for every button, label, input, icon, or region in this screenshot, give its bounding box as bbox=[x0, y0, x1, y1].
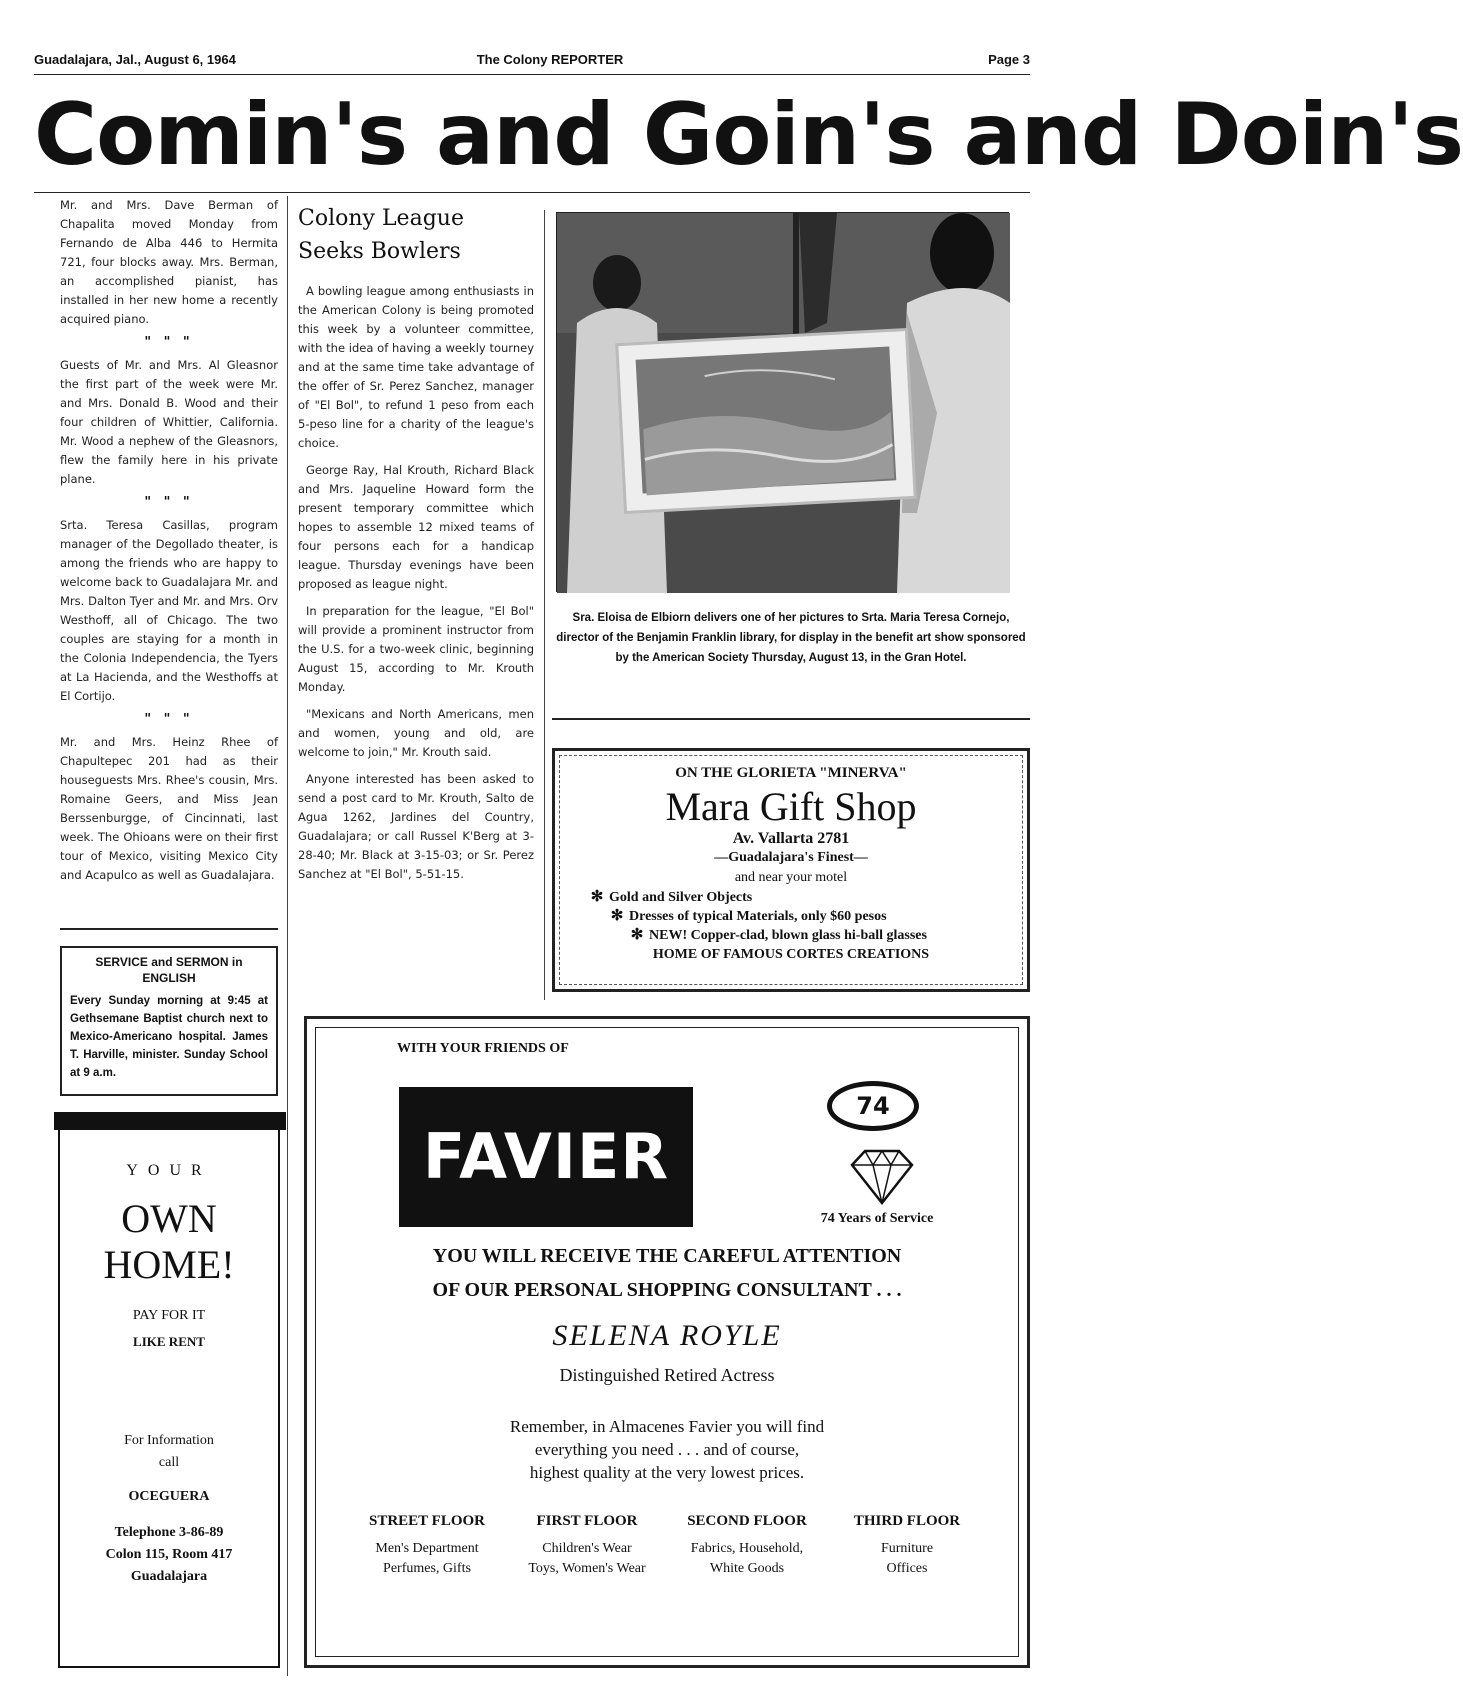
photo-illustration bbox=[557, 213, 1010, 593]
ad-address: Colon 115, Room 417 bbox=[105, 1547, 233, 1562]
favier-remember-line: everything you need . . . and of course, bbox=[534, 1440, 800, 1459]
floor-first bbox=[507, 1511, 667, 1579]
article-title-line2: Seeks Bowlers bbox=[298, 239, 461, 264]
favier-selena-royle: SELENA ROYLE bbox=[552, 1319, 782, 1352]
floor-dept: Toys, Women's Wear bbox=[528, 1561, 646, 1576]
mara-bullet-text: Dresses of typical Materials, only $60 pesos bbox=[629, 909, 887, 924]
floor-dept: Offices bbox=[886, 1561, 928, 1576]
column-rule-middle bbox=[544, 210, 545, 1000]
asterisk-icon: ✻ bbox=[630, 927, 644, 943]
favier-logo bbox=[399, 1087, 693, 1227]
own-home-ad bbox=[58, 1128, 280, 1668]
service-title: SERVICE and SERMON in ENGLISH bbox=[95, 955, 243, 985]
bowling-article bbox=[298, 202, 534, 892]
favier-attention-line: OF OUR PERSONAL SHOPPING CONSULTANT . . . bbox=[432, 1279, 902, 1301]
favier-remember bbox=[327, 1415, 1007, 1484]
ad-telephone: Telephone 3-86-89 bbox=[114, 1525, 224, 1540]
floor-dept: White Goods bbox=[709, 1561, 785, 1576]
floor-dept: Men's Department bbox=[375, 1541, 479, 1556]
service-sermon-notice bbox=[60, 946, 278, 1096]
ad-for-information: For Information bbox=[124, 1433, 214, 1448]
mara-bullet-text: NEW! Copper-clad, blown glass hi-ball glasses bbox=[649, 928, 927, 943]
floor-name: STREET FLOOR bbox=[368, 1513, 485, 1529]
article-title bbox=[298, 202, 534, 268]
ad-pay-for-it: PAY FOR IT bbox=[132, 1308, 206, 1323]
ad-contact-name: OCEGUERA bbox=[128, 1489, 210, 1504]
floor-dept: Perfumes, Gifts bbox=[383, 1561, 471, 1576]
page-headline: Comin's and Goin's and Doin's bbox=[34, 85, 1463, 185]
headline-rule bbox=[34, 192, 1030, 193]
article-paragraph: "Mexicans and North Americans, men and women, young and old, are welcome to join," Mr. Krouth said. bbox=[298, 707, 534, 759]
floor-dept: Children's Wear bbox=[542, 1541, 632, 1556]
mara-bullet bbox=[555, 888, 1027, 907]
favier-74-badge: 74 bbox=[827, 1081, 919, 1131]
mara-address: Av. Vallarta 2781 bbox=[732, 830, 850, 847]
asterisk-icon: ✻ bbox=[590, 889, 604, 905]
floor-dept: Fabrics, Household, bbox=[690, 1541, 804, 1556]
social-notes-column bbox=[60, 196, 278, 891]
favier-ad bbox=[304, 1016, 1030, 1668]
newspaper-name: The Colony REPORTER bbox=[476, 52, 624, 67]
ad-top-band bbox=[54, 1112, 286, 1130]
mara-near-motel: and near your motel bbox=[734, 870, 848, 885]
ad-call: call bbox=[158, 1455, 180, 1470]
page-number: Page 3 bbox=[988, 52, 1030, 67]
separator-ornament: " " " bbox=[144, 712, 194, 727]
news-photo bbox=[556, 212, 1009, 592]
note-berman: Mr. and Mrs. Dave Berman of Chapalita moved Monday from Fernando de Alba 446 to Hermita 721, four blocks away. Mrs. Berman, an accomplished pianist, has installed in her new home a recently acquired piano. bbox=[60, 198, 278, 326]
header-rule bbox=[34, 74, 1030, 75]
separator-ornament: " " " bbox=[144, 335, 194, 350]
floor-third bbox=[827, 1511, 987, 1579]
note-rhee: Mr. and Mrs. Heinz Rhee of Chapultepec 201 had as their houseguests Mrs. Rhee's cousin, Mrs. Romaine Geers, and Miss Jean Berssenburgge, of Cincinnati, last week. The Ohioans were on their first tour of Mexico, visiting Mexico City and Acapulco as well as Guadalajara. bbox=[60, 735, 278, 882]
floor-dept: Furniture bbox=[880, 1541, 934, 1556]
favier-remember-line: Remember, in Almacenes Favier you will find bbox=[509, 1417, 825, 1436]
mara-shop-name: Mara Gift Shop bbox=[665, 784, 917, 829]
article-paragraph: Anyone interested has been asked to send a post card to Mr. Krouth, Salto de Agua 1262, Jardines del Country, Guadalajara; or call Russel K'Berg at 3-28-40; Mr. Black at 3-15-03; or Sr. Perez Sanchez at "El Bol", 5-51-15. bbox=[298, 772, 534, 881]
article-title-line1: Colony League bbox=[298, 206, 464, 231]
ad-own: OWN bbox=[121, 1196, 217, 1241]
favier-distinguished: Distinguished Retired Actress bbox=[559, 1365, 775, 1385]
photo-caption: Sra. Eloisa de Elbiorn delivers one of her pictures to Srta. Maria Teresa Cornejo, director of the Benjamin Franklin library, for display in the benefit art show sponsored by the American Society Thursday, August 13, in the Gran Hotel. bbox=[556, 612, 1026, 664]
column-rule-left bbox=[287, 196, 288, 1676]
floor-name: FIRST FLOOR bbox=[536, 1513, 638, 1529]
favier-remember-line: highest quality at the very lowest prices. bbox=[529, 1463, 805, 1482]
floor-name: SECOND FLOOR bbox=[687, 1513, 807, 1529]
dateline: Guadalajara, Jal., August 6, 1964 bbox=[34, 52, 236, 67]
article-paragraph: George Ray, Hal Krouth, Richard Black and Mrs. Jaqueline Howard form the present temporary committee which hopes to assemble 12 mixed teams of four persons each for a handicap league. Thursday evenings have been proposed as league night. bbox=[298, 463, 534, 591]
mara-finest: —Guadalajara's Finest— bbox=[714, 850, 868, 865]
ad-home: HOME! bbox=[103, 1242, 235, 1287]
mara-gift-shop-ad bbox=[552, 748, 1030, 992]
article-paragraph: A bowling league among enthusiasts in the American Colony is being promoted this week by a volunteer committee, with the idea of having a weekly tourney and at the same time take advantage of the offer of Sr. Perez Sanchez, manager of "El Bol", to refund 1 peso from each 5-peso line for a charity of the league's choice. bbox=[298, 284, 534, 450]
favier-with-friends: WITH YOUR FRIENDS OF bbox=[397, 1041, 569, 1056]
note-gleasnor: Guests of Mr. and Mrs. Al Gleasnor the first part of the week were Mr. and Mrs. Donald B. Wood and their four children of Whittier, California. Mr. Wood a nephew of the Gleasnors, flew the family here in his private plane. bbox=[60, 358, 278, 486]
mara-bullet-text: Gold and Silver Objects bbox=[609, 890, 753, 905]
mara-bullet bbox=[555, 907, 1027, 926]
ad-like-rent: LIKE RENT bbox=[133, 1334, 205, 1349]
floor-name: THIRD FLOOR bbox=[853, 1513, 961, 1529]
asterisk-icon: ✻ bbox=[610, 908, 624, 924]
mara-location: ON THE GLORIETA "MINERVA" bbox=[675, 765, 907, 781]
favier-attention-line: YOU WILL RECEIVE THE CAREFUL ATTENTION bbox=[432, 1245, 902, 1267]
ad-your: YOUR bbox=[126, 1162, 212, 1179]
favier-years: 74 Years of Service bbox=[820, 1211, 934, 1226]
caption-rule bbox=[552, 718, 1030, 720]
column1-rule bbox=[60, 928, 278, 930]
article-paragraph: In preparation for the league, "El Bol" will provide a prominent instructor from the U.S. for a two-week clinic, beginning August 15, according to Mr. Krouth Monday. bbox=[298, 604, 534, 694]
favier-attention bbox=[327, 1239, 1007, 1307]
favier-logo-text: FAVIER bbox=[422, 1120, 670, 1193]
separator-ornament: " " " bbox=[144, 495, 194, 510]
service-body: Every Sunday morning at 9:45 at Gethsemane Baptist church next to Mexico-Americano hospital. James T. Harville, minister. Sunday School at 9 a.m. bbox=[70, 995, 268, 1079]
note-casillas: Srta. Teresa Casillas, program manager of the Degollado theater, is among the friends who are happy to welcome back to Guadalajara Mr. and Mrs. Dalton Tyer and Mr. and Mrs. Orv Westhoff, all of Chicago. The two couples are staying for a month in the Colonia Independencia, the Tyers at La Hacienda, and the Westhoffs at El Cortijo. bbox=[60, 518, 278, 703]
mara-bullet bbox=[555, 926, 1027, 945]
diamond-icon bbox=[847, 1147, 917, 1207]
floor-street bbox=[347, 1511, 507, 1579]
mara-footer: HOME OF FAMOUS CORTES CREATIONS bbox=[652, 947, 930, 962]
ad-city: Guadalajara bbox=[130, 1569, 208, 1584]
floor-second bbox=[667, 1511, 827, 1579]
